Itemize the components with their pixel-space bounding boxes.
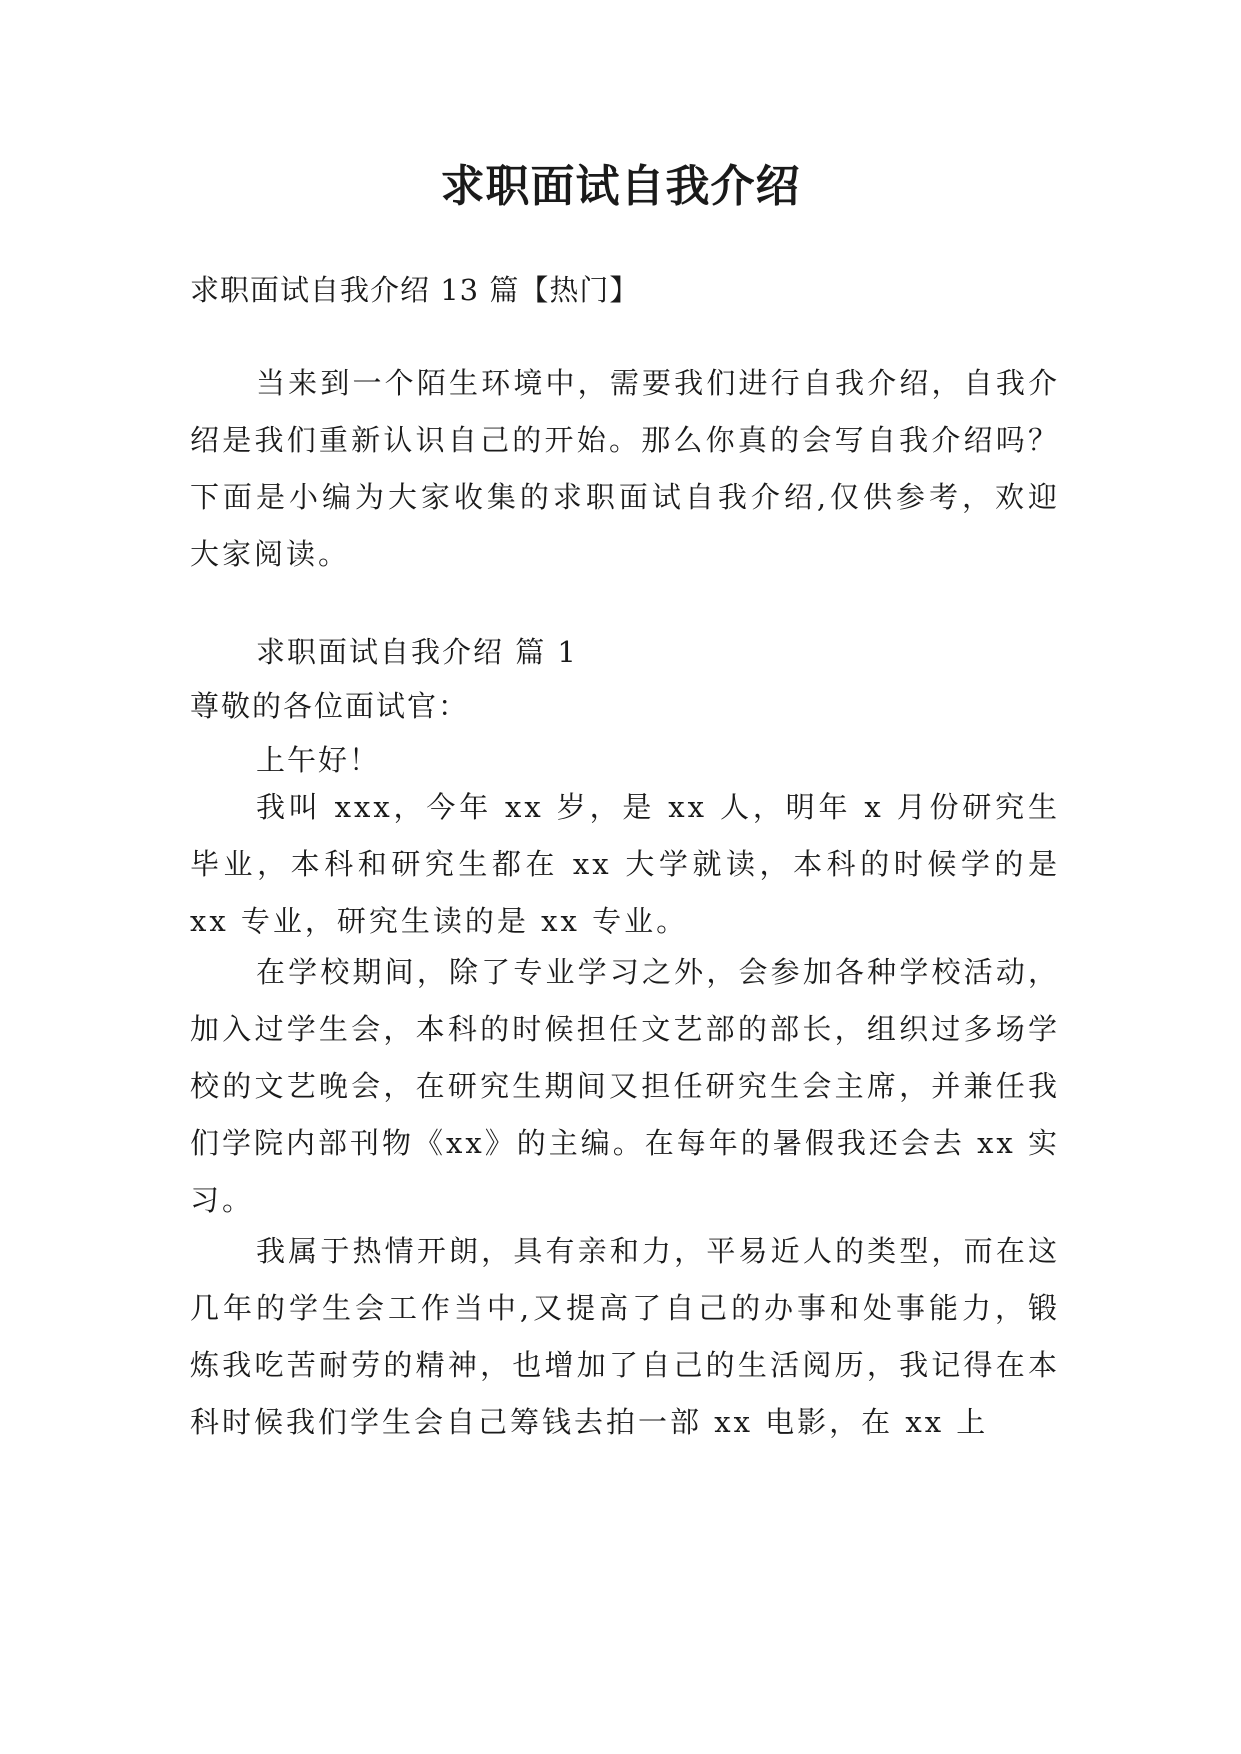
document-subtitle: 求职面试自我介绍 13 篇【热门】 [190, 273, 640, 307]
body-paragraph-2: 在学校期间，除了专业学习之外，会参加各种学校活动，加入过学生会，本科的时候担任文艺部的部长，组织过多场学校的文艺晚会，在研究生期间又担任研究生会主席，并兼任我们学院内部刊物《xx》的主编。在每年的暑假我还会去 xx 实习。 [190, 955, 1060, 1217]
greeting: 上午好！ [256, 743, 381, 777]
salutation: 尊敬的各位面试官： [190, 689, 470, 723]
intro-paragraph: 当来到一个陌生环境中，需要我们进行自我介绍，自我介绍是我们重新认识自己的开始。那么你真的会写自我介绍吗？下面是小编为大家收集的求职面试自我介绍,仅供参考，欢迎大家阅读。 [190, 366, 1060, 571]
section-heading: 求职面试自我介绍 篇 1 [256, 635, 578, 669]
body-paragraph-1: 我叫 xxx，今年 xx 岁，是 xx 人，明年 x 月份研究生毕业，本科和研究生都在 xx 大学就读，本科的时候学的是 xx 专业，研究生读的是 xx 专业。 [190, 790, 1060, 938]
body-paragraph-3: 我属于热情开朗，具有亲和力，平易近人的类型，而在这几年的学生会工作当中,又提高了自己的办事和处事能力，锻炼我吃苦耐劳的精神，也增加了自己的生活阅历，我记得在本科时候我们学生会自己筹钱去拍一部 xx 电影，在 xx 上 [190, 1234, 1060, 1439]
document-title: 求职面试自我介绍 [440, 161, 801, 212]
